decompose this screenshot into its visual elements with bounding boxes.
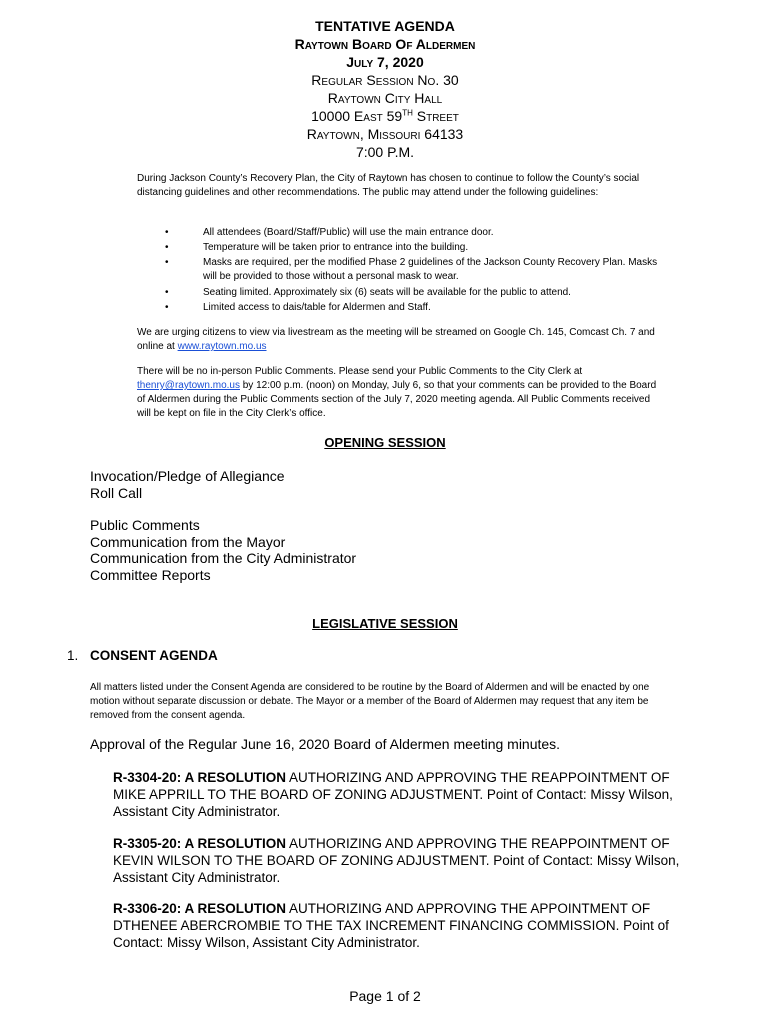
list-item: Communication from the Mayor [90,533,286,550]
consent-agenda-heading [67,648,218,663]
resolution-item: R-3306-20: A RESOLUTION AUTHORIZING AND APPROVING THE APPOINTMENT OF DTHENEE ABERCROMBIE TO THE TAX INCREMENT FINANCING COMMISSION. Point of Contact: Missy Wilson, Assistant City Administrator. [113,901,669,950]
item-number: 1. [67,648,79,663]
guideline-item: • Seating limited. Approximately six (6) seats will be available for the public to attend. [165,287,571,298]
meeting-address: 10000 East 59TH Street [311,108,459,124]
public-comments-paragraph: There will be no in-person Public Comments. Please send your Public Comments to the City Clerk at thenry@raytown.mo.us by 12:00 p.m. (noon) on Monday, July 6, so that your comments can be provided to the Board of Aldermen during the Public Comments section of the July 7, 2020 meeting agenda. All Public Comments received will be kept on file in the City Clerk’s office. [137,366,657,419]
list-item: Committee Reports [90,566,211,583]
opening-item-group-1 [90,468,285,501]
consent-agenda-description: All matters listed under the Consent Agenda are considered to be routine by the Board of Aldermen and will be enacted by one motion without separate discussion or debate. The Mayor or a member of the Board of Aldermen may request that any item be removed from the consent agenda. [90,682,650,721]
resolution-item: R-3304-20: A RESOLUTION AUTHORIZING AND APPROVING THE REAPPOINTMENT OF MIKE APPRILL TO THE BOARD OF ZONING ADJUSTMENT. Point of Contact: Missy Wilson, Assistant City Administrator. [113,770,673,819]
guideline-item: • All attendees (Board/Staff/Public) will use the main entrance door. [165,227,494,238]
intro-paragraph: During Jackson County’s Recovery Plan, the City of Raytown has chosen to continue to follow the County’s social distancing guidelines and other recommendations. The public may attend under the following guidelines: [137,173,640,198]
meeting-time: 7:00 P.M. [355,144,415,160]
agenda-header [0,17,770,161]
session-number: Regular Session No. 30 [311,72,459,88]
minutes-approval: Approval of the Regular June 16, 2020 Board of Aldermen meeting minutes. [90,736,561,752]
list-item: Communication from the City Administrator [90,550,357,566]
meeting-place: Raytown City Hall [327,90,443,106]
list-item: Public Comments [90,517,200,533]
page-number: Page 1 of 2 [349,988,421,1004]
list-item: Invocation/Pledge of Allegiance [90,468,285,484]
list-item: Roll Call [90,484,143,501]
meeting-date: July 7, 2020 [346,54,424,70]
guideline-item: • Limited access to dais/table for Aldermen and Staff. [165,302,431,313]
resolution-item: R-3305-20: A RESOLUTION AUTHORIZING AND APPROVING THE REAPPOINTMENT OF KEVIN WILSON TO THE BOARD OF ZONING ADJUSTMENT. Point of Contact: Missy Wilson, Assistant City Administrator. [113,836,680,885]
document-title: TENTATIVE AGENDA [315,18,455,34]
consent-agenda-title: CONSENT AGENDA [90,648,218,663]
board-name: Raytown Board Of Aldermen [294,36,476,52]
opening-session-heading: OPENING SESSION [324,435,446,450]
legislative-session-heading: LEGISLATIVE SESSION [312,616,458,631]
opening-item-group-2 [90,517,356,583]
livestream-paragraph: We are urging citizens to view via livestream as the meeting will be streamed on Google Ch. 145, Comcast Ch. 7 and online at www.raytown.mo.us [137,327,655,352]
website-link[interactable]: www.raytown.mo.us [177,341,267,352]
meeting-city: Raytown, Missouri 64133 [306,126,464,142]
guideline-item: • Temperature will be taken prior to entrance into the building. [165,242,469,253]
clerk-email-link[interactable]: thenry@raytown.mo.us [137,380,240,391]
guideline-item: • Masks are required, per the modified Phase 2 guidelines of the Jackson County Recovery Plan. Masks will be provided to those without a personal mask to wear. [165,257,658,282]
